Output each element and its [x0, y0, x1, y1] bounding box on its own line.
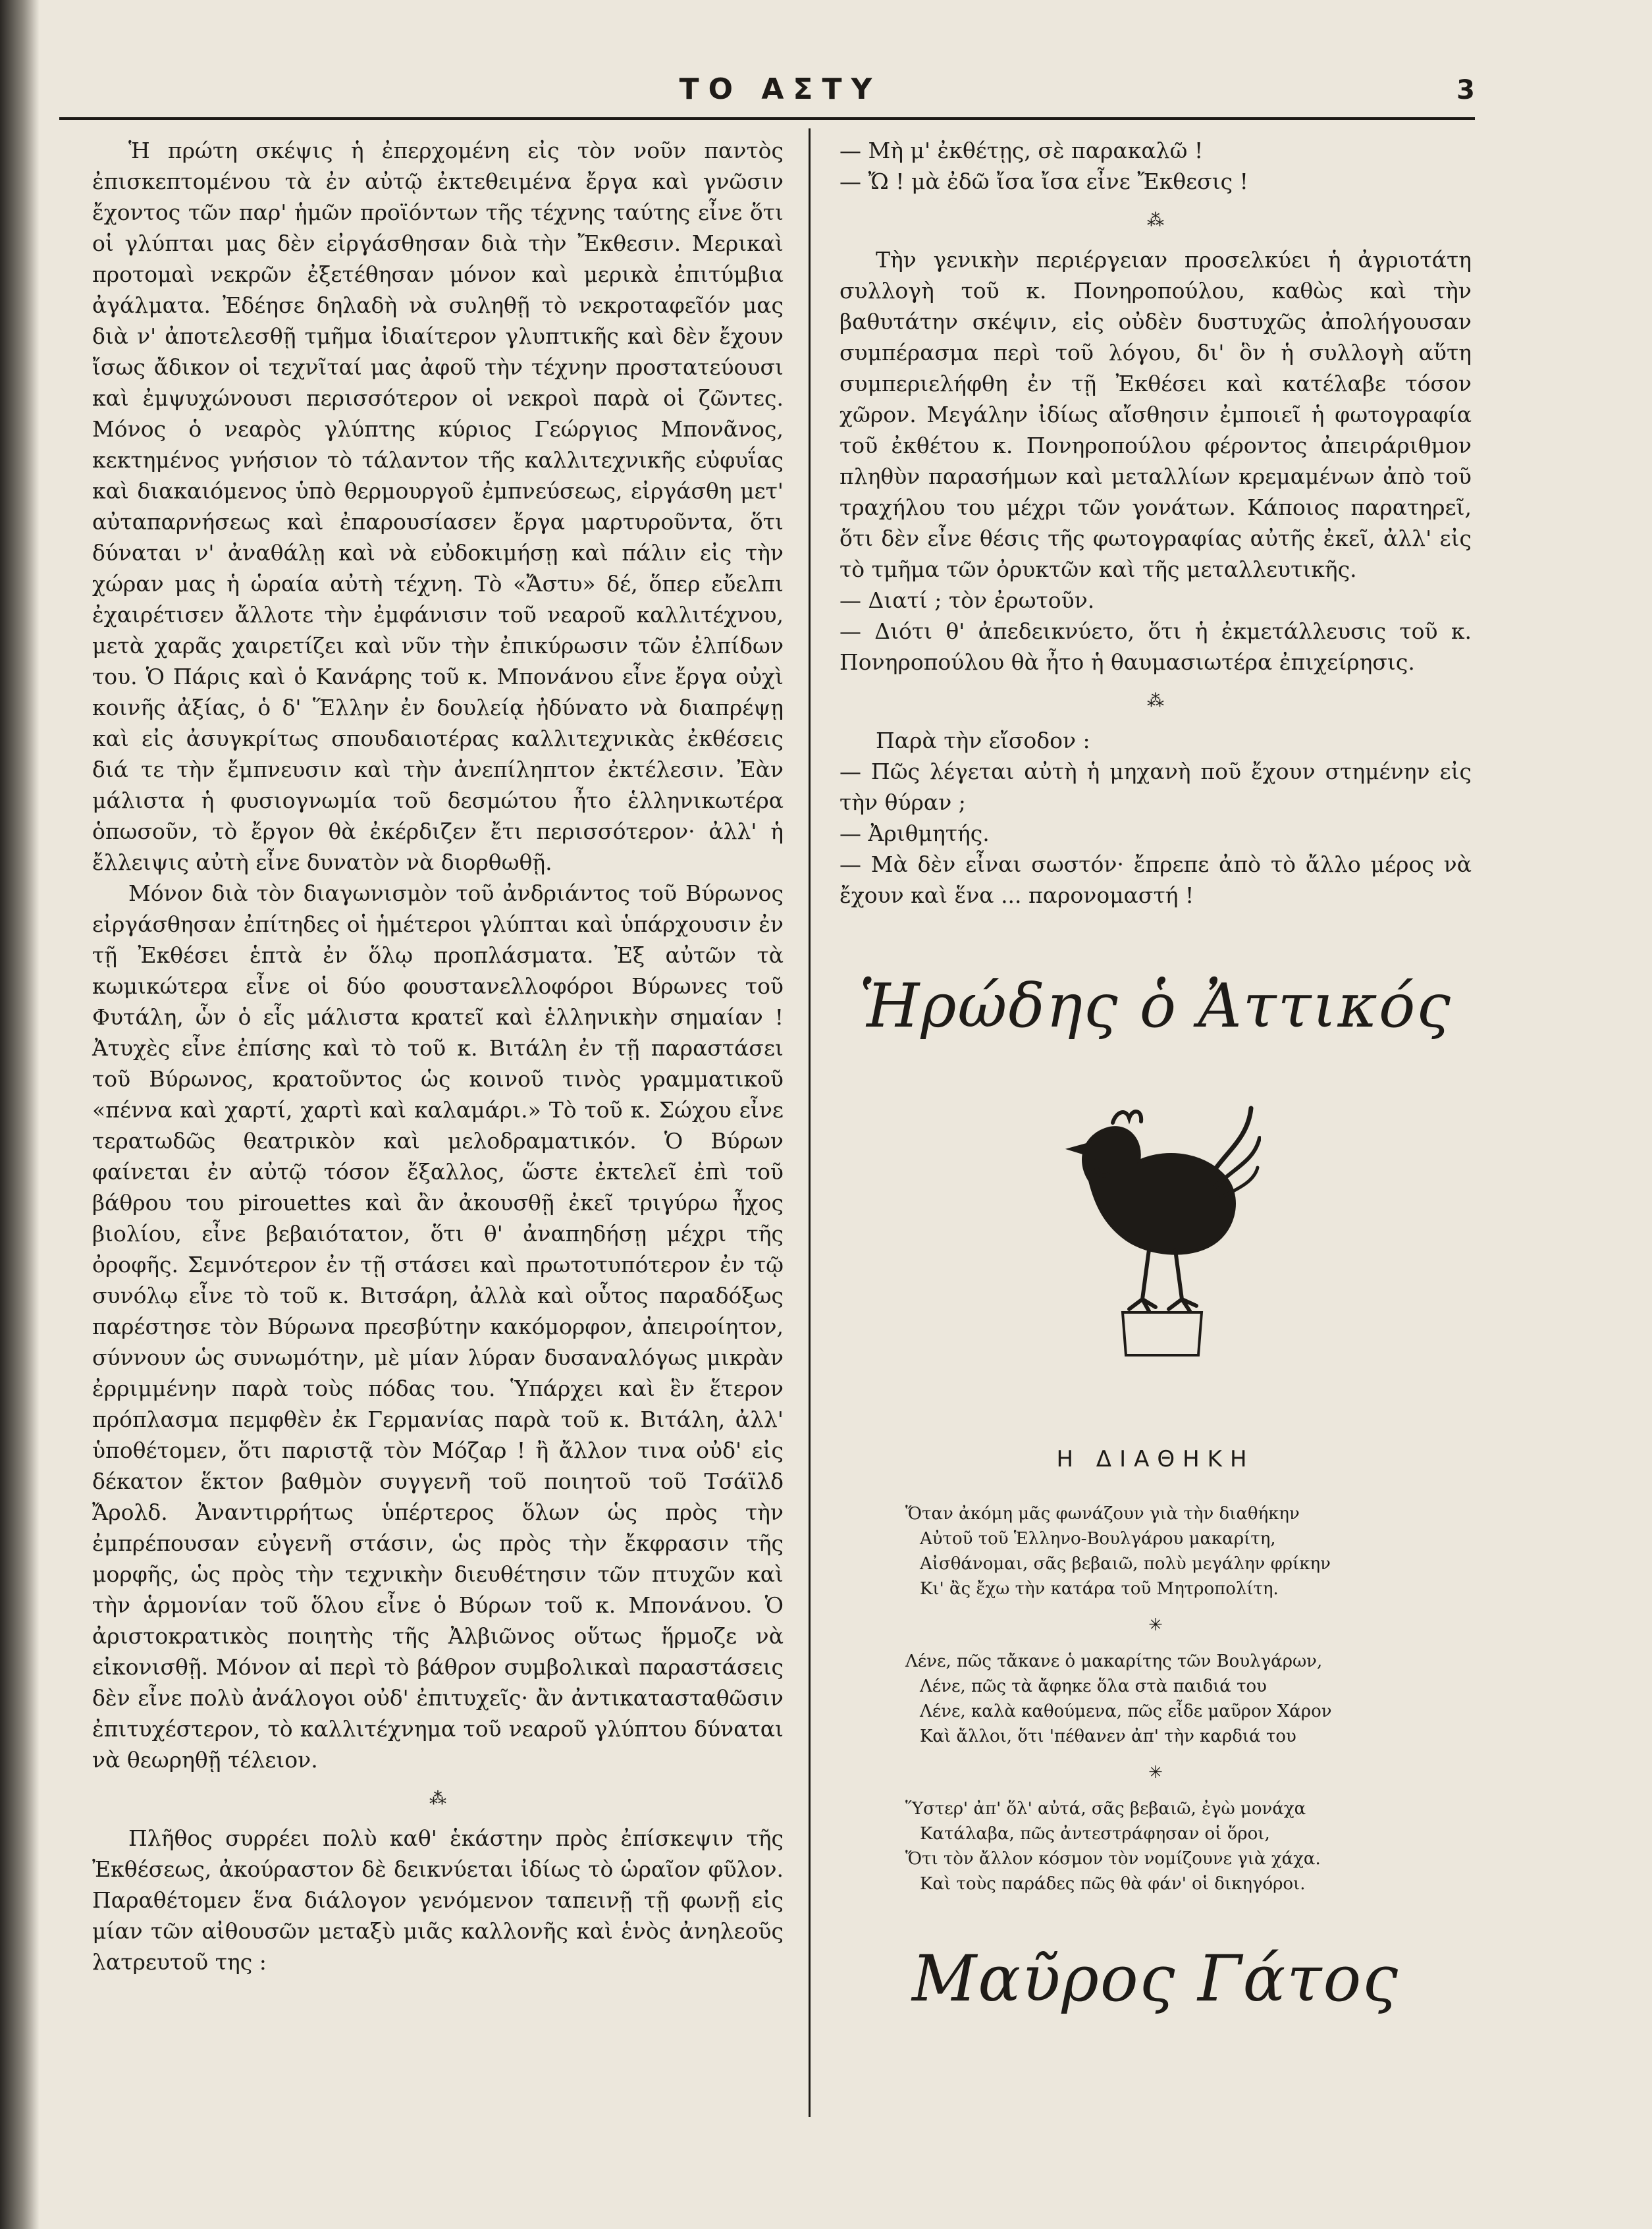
article-paragraph-3: Πλῆθος συρρέει πολὺ καθ' ἑκάστην πρὸς ἐπίσκεψιν τῆς Ἐκθέσεως, ἀκούραστον δὲ δεικνύεται ἰδίως τὸ ὡραῖον φῦλον. Παραθέτομεν ἕνα διάλογον γενόμενον ταπεινῇ τῇ φωνῇ εἰς μίαν τῶν αἰθουσῶν μεταξὺ μιᾶς καλλονῆς καὶ ἑνὸς ἀνηλεοῦς λατρευτοῦ της :: [92, 1825, 784, 1975]
poem-line: Αἰσθάνομαι, σᾶς βεβαιῶ, πολὺ μεγάλην φρίκην: [920, 1554, 1331, 1574]
page-header: [79, 66, 1481, 125]
poem-line: Κατάλαβα, πῶς ἀντεστράφησαν οἱ ὅροι,: [920, 1824, 1270, 1844]
left-column: [92, 135, 784, 1977]
collection-paragraph: Τὴν γενικὴν περιέργειαν προσελκύει ἡ ἀγριοτάτη συλλογὴ τοῦ κ. Πονηροπούλου, καθὼς καὶ τὴν βαθυτάτην σκέψιν, εἰς οὐδὲν δυστυχῶς ἀπολήγουσαν συμπέρασμα περὶ τοῦ λόγου, δι' ὃν ἡ συλλογὴ αὕτη συμπεριελήφθη ἐν τῇ Ἐκθέσει καὶ κατέλαβε τόσον χῶρον. Μεγάλην ἰδίως αἴσθησιν ἐμποιεῖ ἡ φωτογραφία τοῦ ἐκθέτου κ. Πονηροπούλου φέροντος ἀπειράριθμον πληθὺν παρασήμων καὶ μεταλλίων κρεμαμένων ἀπὸ τοῦ τραχήλου του μέχρι τῶν γονάτων. Κάποιος παρατηρεῖ, ὅτι δὲν εἶνε θέσις τῆς φωτογραφίας αὐτῆς ἐκεῖ, ἀλλ' εἰς τὸ τμῆμα τῶν ὀρυκτῶν καὶ τῆς μεταλλευτικῆς.: [839, 247, 1472, 582]
poem-title: Η ΔΙΑΘΗΚΗ: [1056, 1446, 1255, 1472]
poem-line: Ὅταν ἀκόμη μᾶς φωνάζουν γιὰ τὴν διαθήκην: [905, 1504, 1300, 1524]
dialog-line: — Διότι θ' ἀπεδεικνύετο, ὅτι ἡ ἐκμετάλλευσις τοῦ κ. Πονηροπούλου θὰ ἦτο ἡ θαυμασιωτέρα ἐπιχείρησις.: [839, 618, 1472, 675]
poem-line: Κι' ἂς ἔχω τὴν κατάρα τοῦ Μητροπολίτη.: [920, 1579, 1279, 1599]
poem-stanza-3: [905, 1796, 1472, 1896]
ornament-divider: ⁂: [1147, 691, 1164, 711]
poem-line: Καὶ ἄλλοι, ὅτι 'πέθανεν ἀπ' τὴν καρδιά του: [920, 1727, 1296, 1746]
entrance-intro: Παρὰ τὴν εἴσοδον :: [876, 728, 1090, 753]
stanza-ornament: ✳: [1148, 1763, 1163, 1783]
poem-line: Αὐτοῦ τοῦ Ἑλληνο-Βουλγάρου μακαρίτη,: [920, 1529, 1276, 1549]
ornament-divider: ⁂: [1147, 211, 1164, 230]
page-number: 3: [1456, 75, 1475, 105]
dialog-line: — Διατί ; τὸν ἐρωτοῦν.: [839, 587, 1095, 613]
article-paragraph-2: Μόνον διὰ τὸν διαγωνισμὸν τοῦ ἀνδριάντος τοῦ Βύρωνος εἰργάσθησαν ἐπίτηδες οἱ ἡμέτεροι γλύπται καὶ ὑπάρχουσιν ἐν τῇ Ἐκθέσει ἑπτὰ ἐν ὅλῳ προπλάσματα. Ἐξ αὐτῶν τὰ κωμικώτερα εἶνε οἱ δύο φουστανελλοφόροι Βύρωνες τοῦ Φυτάλη, ὧν ὁ εἷς μάλιστα κρατεῖ καὶ ἑλληνικὴν σημαίαν ! Ἀτυχὲς εἶνε ἐπίσης καὶ τὸ τοῦ κ. Βιτάλη ἐν τῇ παραστάσει τοῦ Βύρωνος, κρατοῦντος ὡς κοινοῦ τινὸς γραμματικοῦ «πέννα καὶ χαρτί, χαρτὶ καὶ καλαμάρι.» Τὸ τοῦ κ. Σώχου εἶνε τερατωδῶς θεατρικὸν καὶ μελοδραματικόν. Ὁ Βύρων φαίνεται ἐν αὐτῷ τόσον ἔξαλλος, ὥστε ἐκτελεῖ ἐπὶ τοῦ βάθρου του pirouettes καὶ ἂν ἀκουσθῇ ἐκεῖ τριγύρω ἦχος βιολίου, εἶνε βεβαιότατον, ὅτι θ' ἀναπηδήσῃ μέχρι τῆς ὀροφῆς. Σεμνότερον ἐν τῇ στάσει καὶ πρωτοτυπότερον ἐν τῷ συνόλῳ εἶνε τὸ τοῦ κ. Βιτσάρη, ἀλλὰ καὶ οὗτος παραδόξως παρέστησε τὸν Βύρωνα πρεσβύτην κακόμορφον, ἀπειροίητον, σύννουν ὡς συνωμότην, μὲ μίαν λύραν δυσαναλόγως μικρὰν ἐρριμμένην παρὰ τοὺς πόδας του. Ὑπάρχει καὶ ἓν ἕτερον πρόπλασμα πεμφθὲν ἐκ Γερμανίας παρὰ τοῦ κ. Βιτάλη, ἀλλ' ὑποθέτομεν, ὅτι παριστᾷ τὸν Μόζαρ ! ἢ ἄλλον τινα οὐδ' εἰς δέκατον ἕκτον βαθμὸν συγγενῆ τοῦ ποιητοῦ τοῦ Τσάϊλδ Ἄρολδ. Ἀναντιρρήτως ὑπέρτερος ὅλων ὡς πρὸς τὴν ἐμπρέπουσαν εὐγενῆ στάσιν, ὡς πρὸς τὴν ἔκφρασιν τῆς μορφῆς, ὡς πρὸς τὴν τεχνικὴν διευθέτησιν τῶν πτυχῶν καὶ τὴν ἁρμονίαν τοῦ ὅλου εἶνε ὁ Βύρων τοῦ κ. Μπονάνου. Ὁ ἀριστοκρατικὸς ποιητὴς τῆς Ἀλβιῶνος οὕτως ἥρμοζε νὰ εἰκονισθῇ. Μόνον αἱ περὶ τὸ βάθρον συμβολικαὶ παραστάσεις δὲν εἶνε πολὺ ἀνάλογοι οὐδ' ἐπιτυχεῖς· ἂν ἀντικατασταθῶσιν ἐπιτυχέστερον, τὸ καλλιτέχνημα τοῦ νεαροῦ γλύπτου δύναται νὰ θεωρηθῇ τέλειον.: [92, 880, 784, 1773]
masthead-title: ΤΟ ΑΣΤΥ: [679, 72, 882, 106]
poem-stanza-2: [905, 1649, 1472, 1749]
dialog-line: — Πῶς λέγεται αὐτὴ ἡ μηχανὴ ποῦ ἔχουν στημένην εἰς τὴν θύραν ;: [839, 759, 1472, 815]
signature-mavros-gatos: Μαῦρος Γάτος: [911, 1942, 1400, 2016]
right-column: [839, 135, 1472, 2015]
article-paragraph-1: Ἡ πρώτη σκέψις ἡ ἐπερχομένη εἰς τὸν νοῦν παντὸς ἐπισκεπτομένου τὰ ἐν αὐτῷ ἐκτεθειμένα ἔργα καὶ γνῶσιν ἔχοντος τῶν παρ' ἡμῶν προϊόντων τῆς τέχνης ταύτης εἶνε ὅτι οἱ γλύπται μας δὲν εἰργάσθησαν διὰ τὴν Ἔκθεσιν. Μερικαὶ προτομαὶ νεκρῶν ἐξετέθησαν μόνον καὶ μερικὰ ἐπιτύμβια ἀγάλματα. Ἐδέησε δηλαδὴ νὰ συληθῇ τὸ νεκροταφεῖόν μας διὰ ν' ἀποτελεσθῇ τμῆμα ἰδιαίτερον γλυπτικῆς καὶ δὲν ἔχουν ἴσως ἄδικον οἱ τεχνῖταί μας ἀφοῦ τὴν τέχνην προστατεύουσι καὶ ἐμψυχώνουσι περισσότερον οἱ νεκροὶ παρὰ οἱ ζῶντες. Μόνος ὁ νεαρὸς γλύπτης κύριος Γεώργιος Μπονᾶνος, κεκτημένος γνήσιον τὸ τάλαντον τῆς καλλιτεχνικῆς εὐφυΐας καὶ διακαιόμενος ὑπὸ θερμουργοῦ ἐμπνεύσεως, εἰργάσθη μετ' αὐταπαρνήσεως καὶ ἐπαρουσίασεν ἔργα μαρτυροῦντα, ὅτι δύναται ν' ἀναθάλῃ καὶ νὰ εὐδοκιμήσῃ καὶ πάλιν εἰς τὴν χώραν μας ἡ ὡραία αὐτὴ τέχνη. Τὸ «Ἄστυ» δέ, ὅπερ εὔελπι ἐχαιρέτισεν ἄλλοτε τὴν ἐμφάνισιν τοῦ νεαροῦ καλλιτέχνου, μετὰ χαρᾶς χαιρετίζει καὶ νῦν τὴν ἐπικύρωσιν τῶν ἐλπίδων του. Ὁ Πάρις καὶ ὁ Κανάρης τοῦ κ. Μπονάνου εἶνε ἔργα οὐχὶ κοινῆς ἀξίας, ὁ δ' Ἕλλην ἐν δουλείᾳ ἠδύνατο νὰ διαπρέψῃ καὶ εἰς ἀσυγκρίτως σπουδαιοτέρας καλλιτεχνικὰς ἐκθέσεις διά τε τὴν ἔμπνευσιν καὶ τὴν ἀνεπίληπτον ἐκτέλεσιν. Ἐὰν μάλιστα ἡ φυσιογνωμία τοῦ δεσμώτου ἦτο ἑλληνικωτέρα ὁπωσοῦν, τὸ ἔργον θὰ ἐκέρδιζεν ἔτι περισσότερον· ἀλλ' ἡ ἔλλειψις αὐτὴ εἶνε δυνατὸν νὰ διορθωθῇ.: [92, 138, 784, 875]
ornament-divider: ⁂: [429, 1789, 446, 1809]
poem-line: Ὅτι τὸν ἄλλον κόσμον τὸν νομίζουνε γιὰ χάχα.: [905, 1849, 1321, 1869]
dialog-line: — Μὴ μ' ἐκθέτῃς, σὲ παρακαλῶ !: [839, 138, 1204, 163]
column-divider: [809, 128, 811, 2117]
dialog-line: — Μὰ δὲν εἶναι σωστόν· ἔπρεπε ἀπὸ τὸ ἄλλο μέρος νὰ ἔχουν καὶ ἕνα ... παρονομαστή !: [839, 851, 1472, 908]
dialog-line: — Ὤ ! μὰ ἐδῶ ἴσα ἴσα εἶνε Ἔκθεσις !: [839, 169, 1248, 194]
rooster-icon: [1050, 1082, 1261, 1358]
signature-herodes: Ἡρώδης ὁ Ἀττικός: [859, 971, 1452, 1041]
poem-line: Ὕστερ' ἀπ' ὅλ' αὐτά, σᾶς βεβαιῶ, ἐγὼ μονάχα: [905, 1799, 1306, 1819]
dialog-line: — Ἀριθμητής.: [839, 820, 990, 846]
poem-stanza-1: [905, 1501, 1472, 1601]
poem-line: Λένε, καλὰ καθούμενα, πῶς εἶδε μαῦρον Χάρον: [920, 1702, 1332, 1721]
poem-line: Καὶ τοὺς παράδες πῶς θὰ φάν' οἱ δικηγόροι.: [920, 1874, 1306, 1894]
header-rule: [59, 117, 1475, 120]
poem-line: Λένε, πῶς τὰ ἄφηκε ὅλα στὰ παιδιά του: [920, 1677, 1267, 1696]
stanza-ornament: ✳: [1148, 1615, 1163, 1635]
page-edge-shadow: [0, 0, 40, 2229]
poem-line: Λένε, πῶς τἄκανε ὁ μακαρίτης τῶν Βουλγάρων,: [905, 1652, 1323, 1671]
